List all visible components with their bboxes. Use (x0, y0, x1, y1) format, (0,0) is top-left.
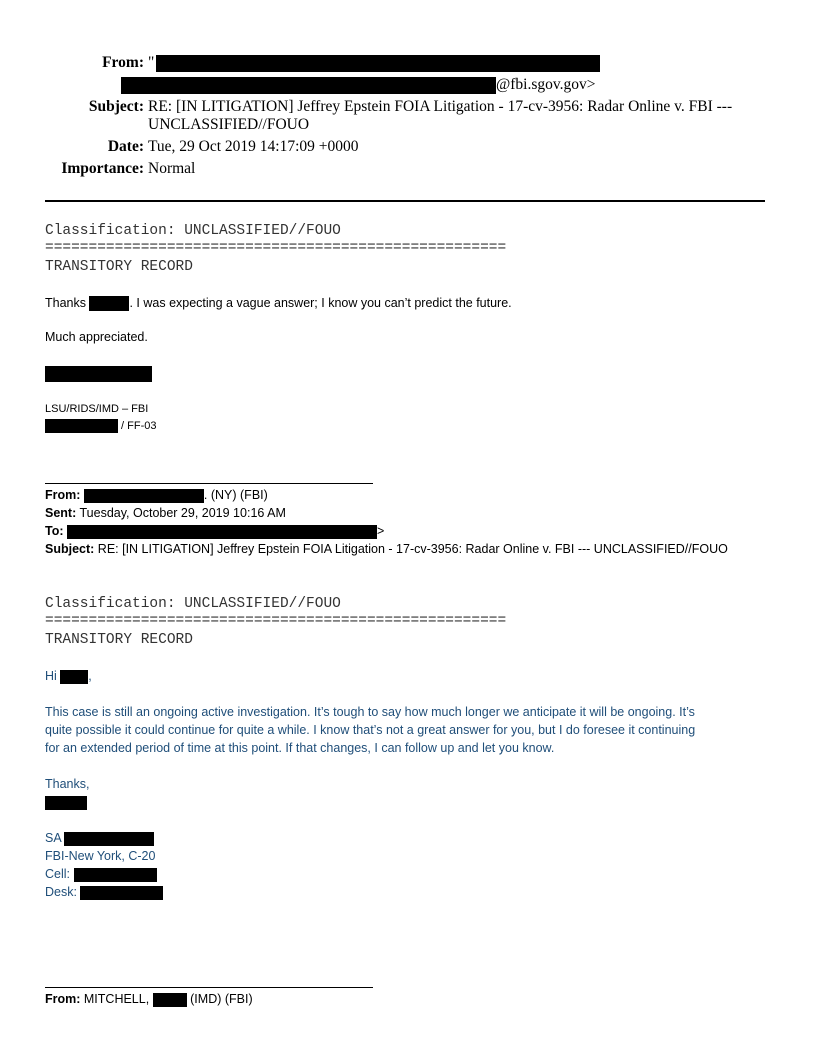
redaction-block (153, 993, 187, 1007)
classification-banner: Classification: UNCLASSIFIED//FOUO (45, 223, 341, 239)
transitory-record-label: TRANSITORY RECORD (45, 259, 193, 275)
redaction-block (74, 868, 157, 882)
cell-label: Cell: (45, 867, 71, 881)
desk-label: Desk: (45, 885, 77, 899)
subject-line-2: UNCLASSIFIED//FOUO (148, 116, 310, 133)
importance-label: Importance: (61, 160, 144, 177)
quoted-from-label: From: (45, 992, 81, 1006)
subject-line-1: RE: [IN LITIGATION] Jeffrey Epstein FOIA Litigation - 17-cv-3956: Radar Online v. FBI --- (148, 98, 733, 115)
quoted-from-line-2 (45, 990, 253, 1008)
thanks-continued: . I was expecting a vague answer; I know you can’t predict the future. (129, 296, 512, 310)
from-domain: @fbi.sgov.gov> (496, 76, 596, 93)
quoted-from-org: (IMD) (FBI) (186, 992, 253, 1006)
thanks-line (45, 294, 512, 312)
importance-value: Normal (148, 160, 196, 177)
transitory-record-label: TRANSITORY RECORD (45, 632, 193, 648)
subject-label: Subject: (88, 98, 144, 115)
greeting-line (45, 667, 92, 685)
date-value: Tue, 29 Oct 2019 14:17:09 +0000 (148, 138, 359, 155)
from-value (148, 54, 600, 72)
redaction-block (45, 419, 118, 433)
message-paragraph-line-3: for an extended period of time at this point. If that changes, I can follow up and let you know. (45, 741, 555, 755)
quote-separator (45, 987, 373, 988)
signature-room (45, 417, 157, 435)
redaction-block (64, 832, 154, 846)
greeting-text: Hi (45, 669, 57, 683)
quoted-subject-label: Subject: (45, 542, 95, 556)
equals-divider: ===================================================== (45, 240, 507, 256)
redaction-block (60, 670, 88, 684)
sender-name-redaction (45, 796, 87, 810)
from-quote: " (148, 54, 155, 71)
signature-sa-line (45, 829, 154, 847)
greeting-comma: , (88, 669, 92, 683)
redaction-block (84, 489, 204, 503)
signature-cell-line (45, 865, 157, 883)
quoted-from-label: From: (45, 488, 81, 502)
message-paragraph-line-1: This case is still an ongoing active investigation. It’s tough to say how much longer we anticipate it will be ongoing. It’s (45, 705, 695, 719)
redaction-block (80, 886, 163, 900)
quoted-from-name: MITCHELL, (80, 992, 150, 1006)
signature-org: LSU/RIDS/IMD – FBI (45, 403, 149, 415)
equals-divider: ===================================================== (45, 613, 507, 629)
signature-name-redaction (45, 366, 152, 382)
quote-separator (45, 483, 373, 484)
header-divider (45, 200, 765, 202)
signature-office: FBI-New York, C-20 (45, 849, 156, 863)
room-text: / FF-03 (118, 420, 157, 432)
quoted-from-suffix: . (NY) (FBI) (203, 488, 268, 502)
from-address (121, 76, 596, 94)
closing-thanks: Thanks, (45, 777, 90, 791)
quoted-sent-label: Sent: (45, 506, 77, 520)
quoted-from-line (45, 486, 268, 504)
redaction-block (121, 77, 496, 94)
message-paragraph-line-2: quite possible it could continue for quite a while. I know that’s not a great answer for you, but I do foresee it continuing (45, 723, 696, 737)
quoted-to-line (45, 522, 384, 540)
quoted-sent-line (45, 504, 286, 522)
from-label: From: (102, 54, 144, 71)
thanks-text: Thanks (45, 296, 86, 310)
signature-desk-line (45, 883, 163, 901)
quoted-subject-line (45, 540, 728, 558)
quoted-sent-value: Tuesday, October 29, 2019 10:16 AM (76, 506, 286, 520)
quoted-subject-value: RE: [IN LITIGATION] Jeffrey Epstein FOIA Litigation - 17-cv-3956: Radar Online v. FBI --- UNCLASSIFIED//FOUO (94, 542, 728, 556)
date-label: Date: (107, 138, 144, 155)
quoted-to-suffix: > (377, 524, 385, 538)
quoted-to-label: To: (45, 524, 64, 538)
appreciated-line: Much appreciated. (45, 330, 148, 344)
redaction-block (67, 525, 377, 539)
redaction-block (156, 55, 600, 72)
sa-title: SA (45, 831, 61, 845)
classification-banner: Classification: UNCLASSIFIED//FOUO (45, 596, 341, 612)
redaction-block (89, 296, 129, 311)
